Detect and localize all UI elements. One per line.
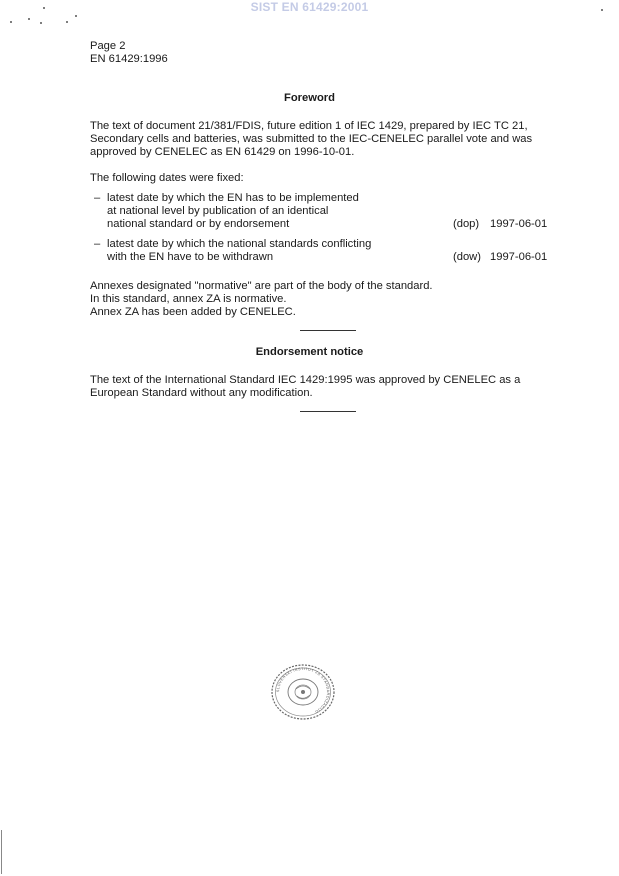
- watermark: SIST EN 61429:2001: [250, 0, 369, 14]
- foreword-heading: Foreword: [284, 92, 335, 104]
- scan-speck: [75, 15, 77, 17]
- dop-text-line: latest date by which the EN has to be implemented: [107, 192, 359, 204]
- seal-graphic: [270, 663, 336, 721]
- dow-text-line: with the EN have to be withdrawn: [107, 251, 274, 263]
- scan-speck: [10, 21, 12, 23]
- scan-speck: [40, 22, 42, 24]
- page-number: Page 2: [90, 40, 126, 52]
- foreword-paragraph-line: approved by CENELEC as EN 61429 on 1996-10-01.: [90, 146, 355, 158]
- list-dash: –: [94, 192, 101, 204]
- scan-speck: [28, 18, 30, 20]
- section-divider: [300, 330, 356, 331]
- annex-note-line: In this standard, annex ZA is normative.: [90, 293, 287, 305]
- dates-intro: The following dates were fixed:: [90, 172, 244, 184]
- endorsement-text-line: The text of the International Standard IEC 1429:1995 was approved by CENELEC as a: [90, 374, 521, 386]
- dow-date: 1997-06-01: [490, 251, 548, 263]
- endorsement-heading: Endorsement notice: [255, 346, 364, 358]
- library-seal-stamp: [270, 663, 336, 721]
- dow-code: (dow): [453, 251, 481, 263]
- scan-speck: [601, 9, 603, 11]
- scan-speck: [66, 21, 68, 23]
- scan-speck: [43, 7, 45, 9]
- annex-note-line: Annexes designated "normative" are part of the body of the standard.: [90, 280, 433, 292]
- document-id: EN 61429:1996: [90, 53, 168, 65]
- scan-edge-line: [1, 830, 2, 874]
- endorsement-text-line: European Standard without any modification.: [90, 387, 313, 399]
- dop-text-line: at national level by publication of an identical: [107, 205, 329, 217]
- annex-note-line: Annex ZA has been added by CENELEC.: [90, 306, 296, 318]
- dop-code: (dop): [453, 218, 480, 230]
- dop-text-line: national standard or by endorsement: [107, 218, 290, 230]
- foreword-paragraph-line: Secondary cells and batteries, was submitted to the IEC-CENELEC parallel vote and was: [90, 133, 533, 145]
- dop-date: 1997-06-01: [490, 218, 548, 230]
- foreword-paragraph-line: The text of document 21/381/FDIS, future edition 1 of IEC 1429, prepared by IEC TC 21,: [90, 120, 528, 132]
- seal-text: SLOVENSKI INSTITUT ZA STANDARDIZACIJO: [275, 666, 331, 714]
- dow-text-line: latest date by which the national standards conflicting: [107, 238, 372, 250]
- list-dash: –: [94, 238, 101, 250]
- section-divider: [300, 411, 356, 412]
